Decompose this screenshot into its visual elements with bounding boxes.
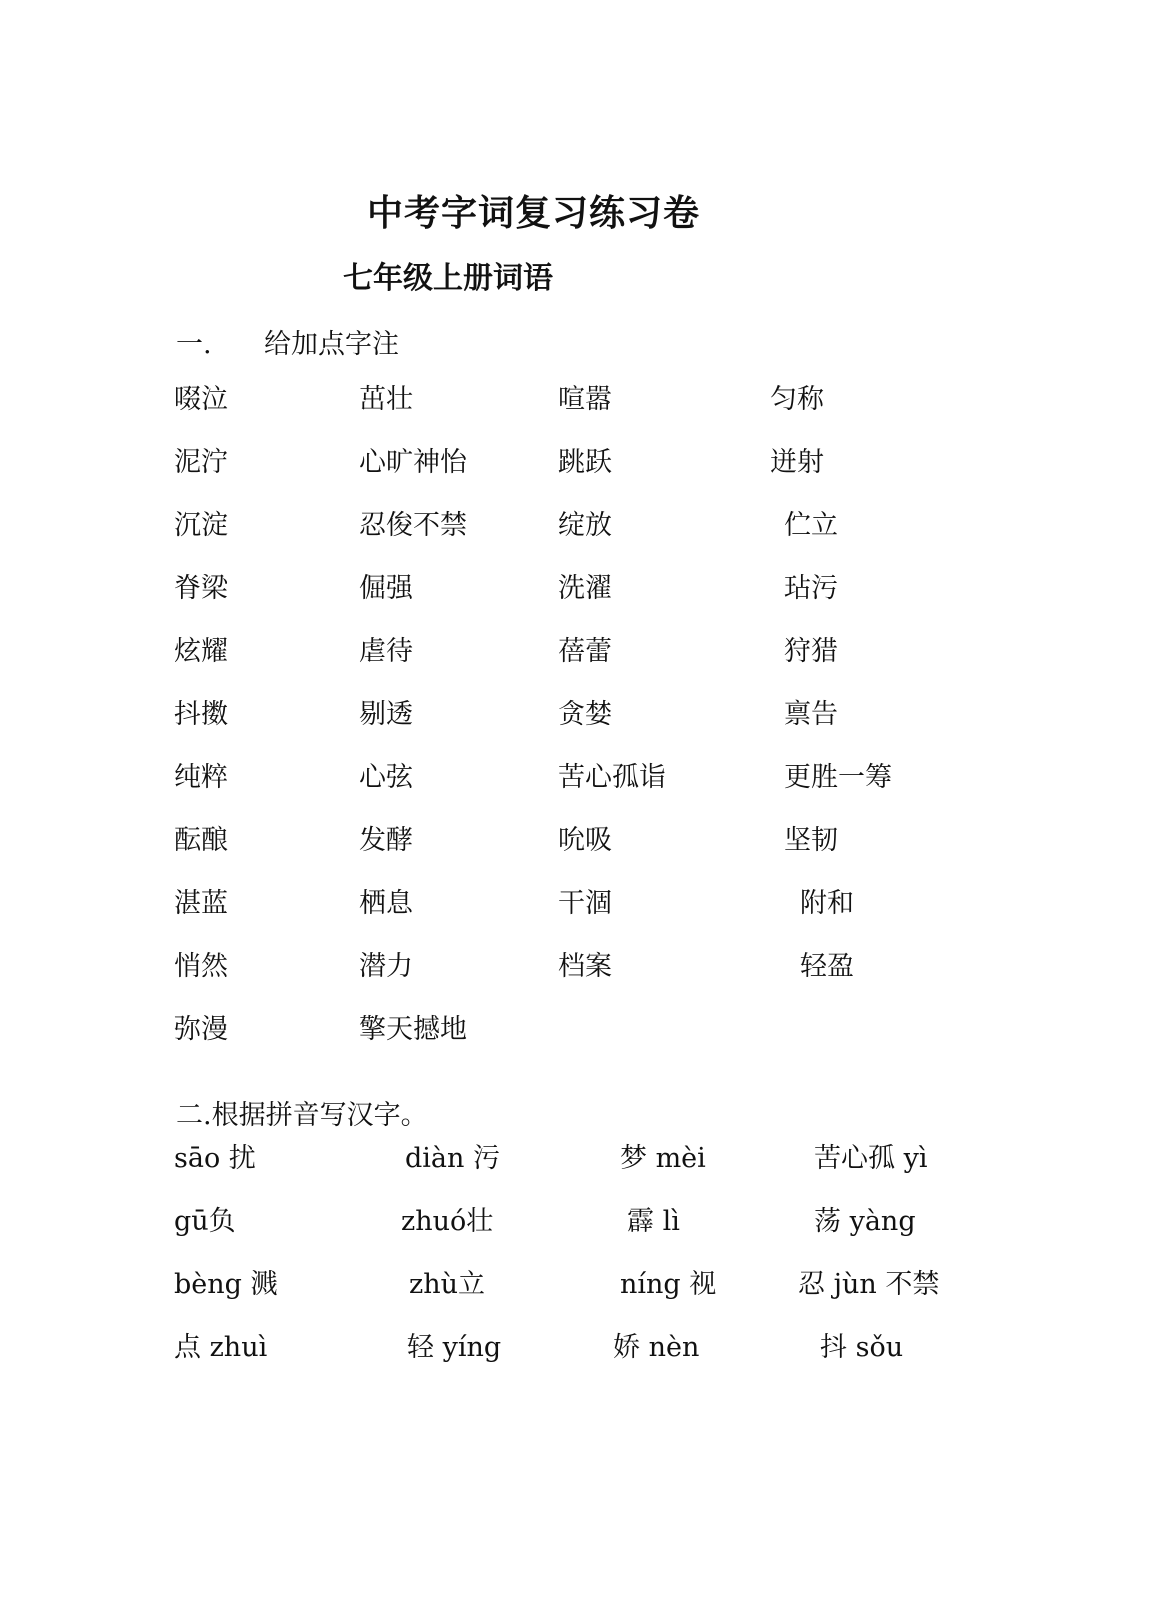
vocabulary-word: 剔透 bbox=[359, 699, 413, 730]
vocabulary-word: 干涸 bbox=[558, 888, 612, 919]
vocabulary-word: 跳跃 bbox=[558, 447, 612, 478]
vocabulary-row bbox=[0, 566, 1163, 606]
vocabulary-word: 发酵 bbox=[359, 825, 413, 856]
vocabulary-word: 纯粹 bbox=[174, 762, 228, 793]
pinyin-item: zhuó壮 bbox=[401, 1206, 494, 1237]
vocabulary-word: 更胜一筹 bbox=[784, 762, 892, 793]
vocabulary-row bbox=[0, 503, 1163, 543]
vocabulary-row bbox=[0, 629, 1163, 669]
vocabulary-word: 酝酿 bbox=[174, 825, 228, 856]
pinyin-item: 点 zhuì bbox=[174, 1332, 268, 1363]
vocabulary-word: 弥漫 bbox=[174, 1014, 228, 1045]
pinyin-item: 娇 nèn bbox=[613, 1332, 700, 1363]
vocabulary-word: 贪婪 bbox=[558, 699, 612, 730]
pinyin-item: bèng 溅 bbox=[174, 1269, 278, 1300]
vocabulary-row bbox=[0, 440, 1163, 480]
vocabulary-word: 吮吸 bbox=[558, 825, 612, 856]
pinyin-row bbox=[0, 1262, 1163, 1302]
vocabulary-word: 匀称 bbox=[770, 384, 824, 415]
section-1-number: 一. bbox=[176, 329, 212, 360]
vocabulary-word: 喧嚣 bbox=[558, 384, 612, 415]
vocabulary-row bbox=[0, 377, 1163, 417]
pinyin-item: 霹 lì bbox=[627, 1206, 680, 1237]
vocabulary-word: 悄然 bbox=[174, 951, 228, 982]
vocabulary-word: 虐待 bbox=[359, 636, 413, 667]
pinyin-item: 梦 mèi bbox=[620, 1143, 706, 1174]
vocabulary-word: 栖息 bbox=[359, 888, 413, 919]
section-1-heading bbox=[176, 322, 399, 361]
pinyin-item: 苦心孤 yì bbox=[814, 1143, 928, 1174]
vocabulary-word: 玷污 bbox=[784, 573, 838, 604]
vocabulary-word: 苦心孤诣 bbox=[558, 762, 666, 793]
section-1-label: 给加点字注 bbox=[264, 329, 399, 360]
vocabulary-word: 潜力 bbox=[359, 951, 413, 982]
vocabulary-word: 忍俊不禁 bbox=[359, 510, 467, 541]
vocabulary-row bbox=[0, 1007, 1163, 1047]
vocabulary-word: 脊梁 bbox=[174, 573, 228, 604]
vocabulary-word: 湛蓝 bbox=[174, 888, 228, 919]
pinyin-row bbox=[0, 1325, 1163, 1365]
section-2-heading: 二.根据拼音写汉字。 bbox=[176, 1100, 428, 1131]
vocabulary-word: 泥泞 bbox=[174, 447, 228, 478]
pinyin-item: 抖 sǒu bbox=[820, 1332, 904, 1363]
vocabulary-row bbox=[0, 818, 1163, 858]
vocabulary-word: 沉淀 bbox=[174, 510, 228, 541]
pinyin-item: níng 视 bbox=[620, 1269, 717, 1300]
vocabulary-row bbox=[0, 881, 1163, 921]
pinyin-item: sāo 扰 bbox=[174, 1143, 256, 1174]
vocabulary-word: 炫耀 bbox=[174, 636, 228, 667]
vocabulary-word: 心弦 bbox=[359, 762, 413, 793]
vocabulary-row bbox=[0, 944, 1163, 984]
vocabulary-word: 茁壮 bbox=[359, 384, 413, 415]
vocabulary-word: 啜泣 bbox=[174, 384, 228, 415]
pinyin-item: 轻 yíng bbox=[407, 1332, 502, 1363]
vocabulary-word: 狩猎 bbox=[784, 636, 838, 667]
pinyin-item: diàn 污 bbox=[405, 1143, 500, 1174]
pinyin-item: zhù立 bbox=[409, 1269, 486, 1300]
vocabulary-word: 档案 bbox=[558, 951, 612, 982]
vocabulary-word: 附和 bbox=[800, 888, 854, 919]
vocabulary-word: 倔强 bbox=[359, 573, 413, 604]
vocabulary-word: 轻盈 bbox=[800, 951, 854, 982]
document-subtitle: 七年级上册词语 bbox=[343, 261, 553, 296]
vocabulary-word: 心旷神怡 bbox=[359, 447, 467, 478]
vocabulary-row bbox=[0, 755, 1163, 795]
vocabulary-word: 洗濯 bbox=[558, 573, 612, 604]
vocabulary-word: 擎天撼地 bbox=[359, 1014, 467, 1045]
vocabulary-word: 伫立 bbox=[784, 510, 838, 541]
pinyin-row bbox=[0, 1199, 1163, 1239]
vocabulary-word: 禀告 bbox=[784, 699, 838, 730]
pinyin-row bbox=[0, 1136, 1163, 1176]
vocabulary-word: 蓓蕾 bbox=[558, 636, 612, 667]
document-title: 中考字词复习练习卷 bbox=[367, 192, 701, 234]
pinyin-item: 忍 jùn 不禁 bbox=[798, 1269, 940, 1300]
vocabulary-word: 迸射 bbox=[770, 447, 824, 478]
vocabulary-word: 抖擞 bbox=[174, 699, 228, 730]
pinyin-item: gū负 bbox=[174, 1206, 236, 1237]
vocabulary-row bbox=[0, 692, 1163, 732]
vocabulary-word: 坚韧 bbox=[784, 825, 838, 856]
vocabulary-word: 绽放 bbox=[558, 510, 612, 541]
pinyin-item: 荡 yàng bbox=[814, 1206, 916, 1237]
